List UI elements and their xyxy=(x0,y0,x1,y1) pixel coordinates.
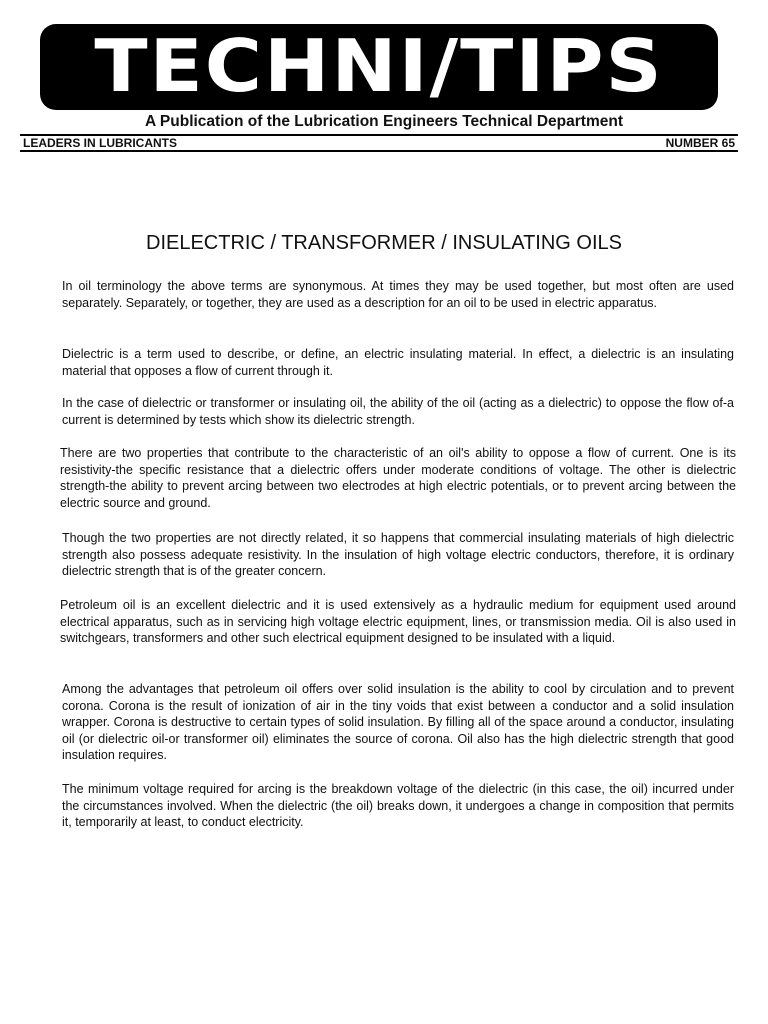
paragraph-3: In the case of dielectric or transformer or insulating oil, the ability of the oil (acting as a dielectric) to oppose the flow of-a current is determined by tests which show its dielectric strength. xyxy=(62,396,734,427)
masthead-title: TECHNI/TIPS xyxy=(94,25,664,109)
paragraph-5: Though the two properties are not directly related, it so happens that commercial insulating materials of high dielectric strength also possess adequate resistivity. In the insulation of high voltage electric conductors, therefore, it is ordinary dielectric strength that is of the greater concern. xyxy=(62,531,734,578)
paragraph-2: Dielectric is a term used to describe, or define, an electric insulating material. In effect, a dielectric is an insulating material that opposes a flow of current through it. xyxy=(62,347,734,378)
paragraph-6: Petroleum oil is an excellent dielectric and it is used extensively as a hydraulic medium for equipment used around electrical apparatus, such as in servicing high voltage electric equipment, lines, or transmission media. Oil is also used in switchgears, transformers and other such electrical equipment designed to be insulated with a liquid. xyxy=(60,598,736,645)
masthead-banner xyxy=(40,24,718,110)
article-title: DIELECTRIC / TRANSFORMER / INSULATING OILS xyxy=(146,232,622,254)
paragraph-8: The minimum voltage required for arcing is the breakdown voltage of the dielectric (in this case, the oil) incurred under the circumstances involved. When the dielectric (the oil) breaks down, it undergoes a change in composition that permits it, temporarily at least, to conduct electricity. xyxy=(62,782,734,829)
paragraph-4: There are two properties that contribute to the characteristic of an oil's ability to oppose a flow of current. One is its resistivity-the specific resistance that a dielectric offers under moderate conditions of voltage. The other is dielectric strength-the ability to prevent arcing between two electrodes at high electric potentials, or to prevent arcing between the electric source and ground. xyxy=(60,446,736,510)
tagline: LEADERS IN LUBRICANTS xyxy=(23,136,178,150)
publication-subtitle: A Publication of the Lubrication Engineers Technical Department xyxy=(145,113,623,130)
paragraph-1: In oil terminology the above terms are synonymous. At times they may be used together, but most often are used separately. Separately, or together, they are used as a description for an oil to be used in electric apparatus. xyxy=(62,279,734,310)
issue-number: NUMBER 65 xyxy=(665,136,735,150)
info-bar xyxy=(20,134,738,152)
paragraph-7: Among the advantages that petroleum oil offers over solid insulation is the ability to cool by circulation and to prevent corona. Corona is the result of ionization of air in the tiny voids that exist between a conductor and a solid insulation wrapper. Corona is destructive to certain types of solid insulation. By filling all of the space around a conductor, insulating oil (or dielectric oil-or transformer oil) eliminates the source of corona. Oil also has the high dielectric strength that good insulation requires. xyxy=(62,682,734,762)
